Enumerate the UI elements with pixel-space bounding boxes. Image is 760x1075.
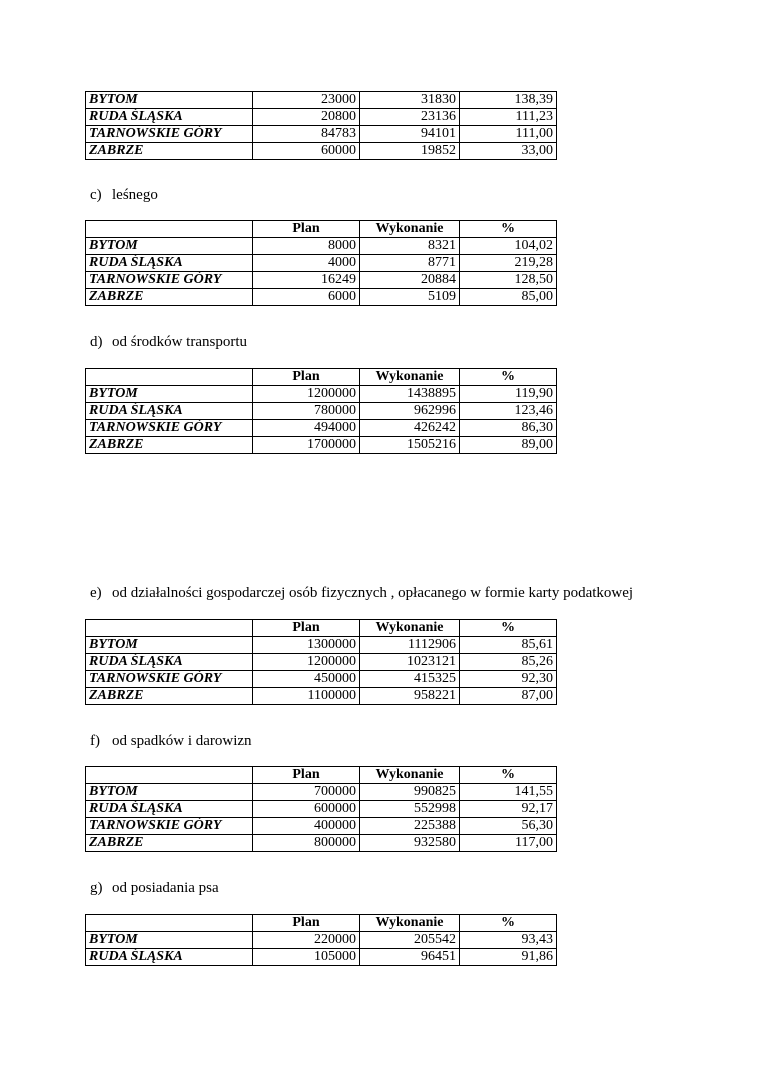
table-section-c [85,220,557,306]
cell-plan: 494000 [253,420,360,437]
header-percent: % [460,620,557,637]
section-heading-f [90,732,252,750]
cell-wykonanie: 205542 [360,932,460,949]
table-row [86,654,557,671]
cell-wykonanie: 31830 [360,92,460,109]
table-row [86,932,557,949]
cell-plan: 20800 [253,109,360,126]
section-label: f) [90,733,100,749]
section-heading-g [90,879,219,897]
header-percent: % [460,767,557,784]
cell-city: ZABRZE [86,835,253,852]
cell-percent: 117,00 [460,835,557,852]
cell-wykonanie: 19852 [360,143,460,160]
cell-plan: 450000 [253,671,360,688]
table-section-b [85,91,557,160]
cell-plan: 700000 [253,784,360,801]
table-row [86,289,557,306]
cell-wykonanie: 415325 [360,671,460,688]
cell-plan: 1200000 [253,654,360,671]
section-heading-c [90,186,158,204]
cell-plan: 780000 [253,403,360,420]
cell-percent: 219,28 [460,255,557,272]
cell-plan: 1300000 [253,637,360,654]
cell-wykonanie: 8321 [360,238,460,255]
section-heading-e [90,584,633,602]
table-row [86,238,557,255]
cell-wykonanie: 958221 [360,688,460,705]
section-label: d) [90,334,103,350]
table-header-row [86,915,557,932]
cell-percent: 93,43 [460,932,557,949]
table-section-e [85,619,557,705]
cell-city: TARNOWSKIE GÓRY [86,272,253,289]
header-plan: Plan [253,620,360,637]
cell-percent: 85,00 [460,289,557,306]
cell-percent: 33,00 [460,143,557,160]
cell-city: RUDA ŚLĄSKA [86,949,253,966]
table-section-f [85,766,557,852]
cell-wykonanie: 94101 [360,126,460,143]
cell-wykonanie: 932580 [360,835,460,852]
cell-percent: 104,02 [460,238,557,255]
cell-city: TARNOWSKIE GÓRY [86,671,253,688]
cell-plan: 1700000 [253,437,360,454]
cell-wykonanie: 962996 [360,403,460,420]
cell-city: ZABRZE [86,143,253,160]
header-wykonanie: Wykonanie [360,620,460,637]
cell-city: ZABRZE [86,688,253,705]
cell-percent: 89,00 [460,437,557,454]
cell-city: ZABRZE [86,289,253,306]
table-header-row [86,221,557,238]
cell-wykonanie: 552998 [360,801,460,818]
section-title: od spadków i darowizn [112,733,252,749]
cell-plan: 400000 [253,818,360,835]
cell-percent: 87,00 [460,688,557,705]
cell-plan: 1100000 [253,688,360,705]
section-title: od środków transportu [112,334,247,350]
cell-plan: 6000 [253,289,360,306]
table-row [86,420,557,437]
cell-city: BYTOM [86,92,253,109]
table-row [86,784,557,801]
cell-plan: 220000 [253,932,360,949]
cell-percent: 86,30 [460,420,557,437]
header-wykonanie: Wykonanie [360,767,460,784]
cell-city: RUDA ŚLĄSKA [86,109,253,126]
table-row [86,143,557,160]
cell-city: RUDA ŚLĄSKA [86,403,253,420]
table-row [86,255,557,272]
cell-plan: 4000 [253,255,360,272]
cell-city: RUDA ŚLĄSKA [86,255,253,272]
header-blank [86,620,253,637]
cell-wykonanie: 1023121 [360,654,460,671]
header-plan: Plan [253,767,360,784]
table-row [86,403,557,420]
header-blank [86,767,253,784]
cell-city: RUDA ŚLĄSKA [86,801,253,818]
cell-percent: 91,86 [460,949,557,966]
table-header-row [86,767,557,784]
cell-wykonanie: 990825 [360,784,460,801]
cell-percent: 119,90 [460,386,557,403]
table-row [86,949,557,966]
cell-plan: 1200000 [253,386,360,403]
cell-plan: 60000 [253,143,360,160]
header-plan: Plan [253,915,360,932]
cell-wykonanie: 1438895 [360,386,460,403]
section-label: g) [90,880,103,896]
cell-plan: 600000 [253,801,360,818]
table-header-row [86,620,557,637]
cell-wykonanie: 225388 [360,818,460,835]
cell-percent: 92,30 [460,671,557,688]
cell-plan: 84783 [253,126,360,143]
cell-wykonanie: 20884 [360,272,460,289]
header-wykonanie: Wykonanie [360,369,460,386]
cell-percent: 56,30 [460,818,557,835]
cell-percent: 111,00 [460,126,557,143]
cell-percent: 138,39 [460,92,557,109]
table-row [86,801,557,818]
cell-percent: 85,26 [460,654,557,671]
cell-plan: 23000 [253,92,360,109]
cell-wykonanie: 426242 [360,420,460,437]
header-plan: Plan [253,221,360,238]
cell-wykonanie: 5109 [360,289,460,306]
table-section-g [85,914,557,966]
table-row [86,92,557,109]
header-wykonanie: Wykonanie [360,221,460,238]
header-blank [86,915,253,932]
section-heading-d [90,333,247,351]
table-row [86,637,557,654]
table-row [86,386,557,403]
section-title: od posiadania psa [112,880,219,896]
header-wykonanie: Wykonanie [360,915,460,932]
cell-city: BYTOM [86,637,253,654]
section-label: c) [90,187,102,203]
cell-percent: 85,61 [460,637,557,654]
cell-wykonanie: 23136 [360,109,460,126]
cell-city: RUDA ŚLĄSKA [86,654,253,671]
cell-city: TARNOWSKIE GÓRY [86,818,253,835]
header-percent: % [460,221,557,238]
cell-wykonanie: 8771 [360,255,460,272]
cell-wykonanie: 96451 [360,949,460,966]
cell-plan: 800000 [253,835,360,852]
table-row [86,109,557,126]
section-title: od działalności gospodarczej osób fizycznych , opłacanego w formie karty podatkowej [112,585,634,601]
table-row [86,688,557,705]
cell-percent: 128,50 [460,272,557,289]
section-label: e) [90,585,102,601]
cell-wykonanie: 1505216 [360,437,460,454]
cell-plan: 105000 [253,949,360,966]
section-title: leśnego [112,187,158,203]
table-row [86,835,557,852]
table-row [86,437,557,454]
cell-city: TARNOWSKIE GÓRY [86,126,253,143]
header-percent: % [460,369,557,386]
cell-plan: 16249 [253,272,360,289]
table-row [86,272,557,289]
table-row [86,671,557,688]
cell-plan: 8000 [253,238,360,255]
cell-city: BYTOM [86,784,253,801]
header-blank [86,369,253,386]
cell-city: BYTOM [86,238,253,255]
cell-wykonanie: 1112906 [360,637,460,654]
cell-percent: 141,55 [460,784,557,801]
table-row [86,126,557,143]
table-header-row [86,369,557,386]
table-section-d [85,368,557,454]
cell-percent: 111,23 [460,109,557,126]
header-plan: Plan [253,369,360,386]
header-blank [86,221,253,238]
table-row [86,818,557,835]
header-percent: % [460,915,557,932]
cell-percent: 123,46 [460,403,557,420]
cell-city: TARNOWSKIE GÓRY [86,420,253,437]
cell-percent: 92,17 [460,801,557,818]
cell-city: BYTOM [86,932,253,949]
cell-city: ZABRZE [86,437,253,454]
cell-city: BYTOM [86,386,253,403]
